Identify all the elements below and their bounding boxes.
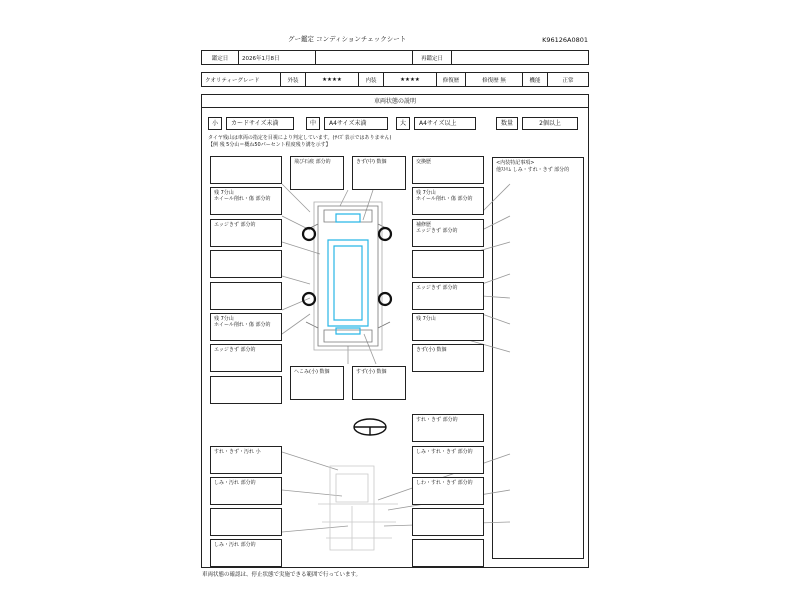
tire-front-right-marker	[379, 228, 391, 240]
legend-small: 小	[208, 117, 222, 130]
left-box-8: エッジきず 部分的	[210, 344, 282, 372]
bottom-center-box-2: すず(小) 数個	[352, 366, 406, 400]
condition-check-sheet	[198, 34, 594, 580]
sheet-code: K96126A0801	[542, 36, 588, 44]
function-label: 機能	[523, 73, 548, 87]
right-box-8: きず(小) 数個	[412, 344, 484, 372]
reappraisal-label: 再鑑定日	[413, 51, 452, 65]
tire-rear-left-marker	[303, 293, 315, 305]
left-box-2: 残 7分山 ホイール削れ・傷 部分的	[210, 187, 282, 215]
right-box-13	[412, 539, 484, 567]
sheet-title: グー鑑定 コンディションチェックシート	[288, 35, 407, 43]
interior-remarks-title: <内装特記事項>	[496, 160, 535, 166]
left-box-7: 残 7分山 ホイール削れ・傷 部分的	[210, 313, 282, 341]
section-title: 車両状態の説明	[202, 95, 588, 108]
steering-wheel-icon	[354, 419, 386, 435]
legend-medium: 中	[306, 117, 320, 130]
right-box-1: 交換歴	[412, 156, 484, 184]
count-label: 数量	[496, 117, 518, 130]
repair-label: 修復歴	[437, 73, 466, 87]
repair-value: 修復歴 無	[466, 73, 523, 87]
interior-stars: ★★★★	[384, 73, 437, 87]
exterior-stars: ★★★★	[306, 73, 359, 87]
grade-label: クオリティーグレード	[202, 73, 281, 87]
left-box-3: エッジきず 部分的	[210, 219, 282, 247]
footer-note: 車両状態の確認は、停止状態で実施できる範囲で行っています。	[202, 572, 362, 578]
legend-small-desc: カードサイズ未満	[226, 117, 294, 130]
tire-rear-right-marker	[379, 293, 391, 305]
left-box-9	[210, 376, 282, 404]
left-box-13: しみ・汚れ 部分的	[210, 539, 282, 567]
right-box-7: 残 7分山	[412, 313, 484, 341]
left-box-1	[210, 156, 282, 184]
legend-medium-desc: A4サイズ未満	[324, 117, 388, 130]
count-value: 2個以上	[522, 117, 578, 130]
date-label: 鑑定日	[202, 51, 239, 65]
right-box-4	[412, 250, 484, 278]
legend-large: 大	[396, 117, 410, 130]
interior-remarks-text: 他ｽﾄﾘﾑ しみ・すれ・きず 部分的	[496, 167, 570, 173]
top-center-box-2: きず(中) 数個	[352, 156, 406, 190]
right-box-2: 残 7分山 ホイール削れ・傷 部分的	[412, 187, 484, 215]
bottom-center-box-1: へこみ(小) 数個	[290, 366, 344, 400]
function-value: 正常	[548, 73, 589, 87]
top-center-box-1: 飛び石痕 部分的	[290, 156, 344, 190]
right-box-11: しわ・すれ・きず 部分的	[412, 477, 484, 505]
right-box-9: すれ・きず 部分的	[412, 414, 484, 442]
right-box-5: エッジきず 部分的	[412, 282, 484, 310]
date-value: 2026年1月8日	[239, 51, 316, 65]
left-box-12	[210, 508, 282, 536]
right-box-3: 補修歴 エッジきず 部分的	[412, 219, 484, 247]
tire-note: タイヤ残山は車両の指定を目視により判定しています。(ｻｲｽﾞ表示ではありません)	[208, 135, 392, 141]
legend-large-desc: A4サイズ以上	[414, 117, 476, 130]
interior-label: 内装	[359, 73, 384, 87]
right-box-10: しみ・すれ・きず 部分的	[412, 446, 484, 474]
left-box-5	[210, 282, 282, 310]
tire-note-example: 【例 残 5分山＝概ね50パーセント程度残り溝を示す】	[208, 142, 331, 148]
right-box-12	[412, 508, 484, 536]
left-box-4	[210, 250, 282, 278]
left-box-10: すれ・きず・汚れ 小	[210, 446, 282, 474]
left-box-11: しみ・汚れ 部分的	[210, 477, 282, 505]
exterior-label: 外装	[281, 73, 306, 87]
